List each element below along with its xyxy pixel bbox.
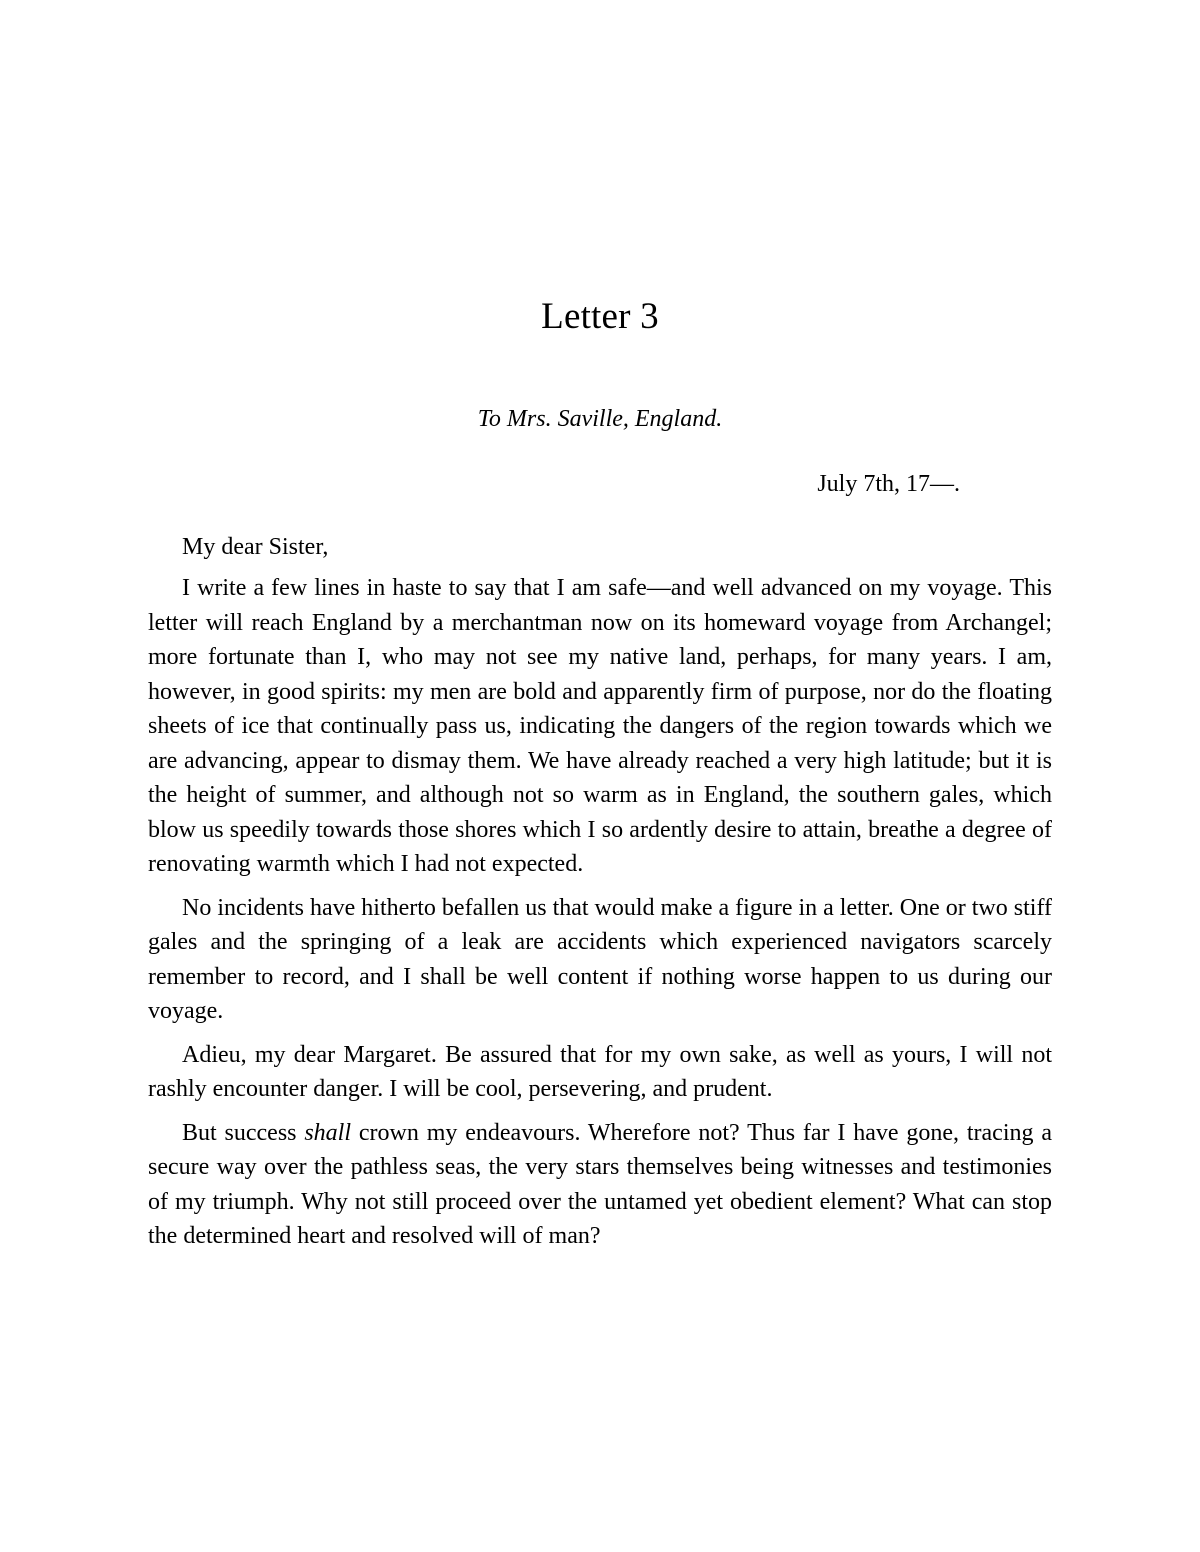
page-title: Letter 3 [541, 296, 659, 337]
document-body [148, 295, 1052, 1254]
paragraph: No incidents have hitherto befallen us that would make a figure in a letter. One or two stiff gales and the springing of a leak are accidents which experienced navigators scarcely remember to record, and I shall be well content if nothing worse happen to us during our voyage. [148, 894, 1052, 1024]
paragraph [148, 1116, 1052, 1254]
date-line: July 7th, 17—. [817, 471, 960, 497]
paragraph: I write a few lines in haste to say that I am safe—and well advanced on my voyage. This letter will reach England by a merchantman now on its homeward voyage from Archangel; more fortunate than I, who may not see my native land, perhaps, for many years. I am, however, in good spirits: my men are bold and apparently firm of purpose, nor do the floating sheets of ice that continually pass us, indicating the dangers of the region towards which we are advancing, appear to dismay them. We have already reached a very high latitude; but it is the height of summer, and although not so warm as in England, the southern gales, which blow us speedily towards those shores which I so ardently desire to attain, breathe a degree of renovating warmth which I had not expected. [148, 575, 1052, 877]
greeting-line: My dear Sister, [182, 534, 329, 560]
recipient-line: To Mrs. Saville, England. [477, 406, 723, 432]
paragraph-text-after: crown my endeavours. Wherefore not? Thus far I have gone, tracing a secure way over the pathless seas, the very stars themselves being witnesses and testimonies of my triumph. Why not still proceed over the untamed yet obedient element? What can stop the determined heart and resolved will of man? [148, 1119, 1052, 1249]
emphasized-word: shall [304, 1119, 352, 1146]
paragraph-text-before: But success [182, 1119, 305, 1146]
paragraph: Adieu, my dear Margaret. Be assured that for my own sake, as well as yours, I will not rashly encounter danger. I will be cool, persevering, and prudent. [148, 1041, 1052, 1102]
